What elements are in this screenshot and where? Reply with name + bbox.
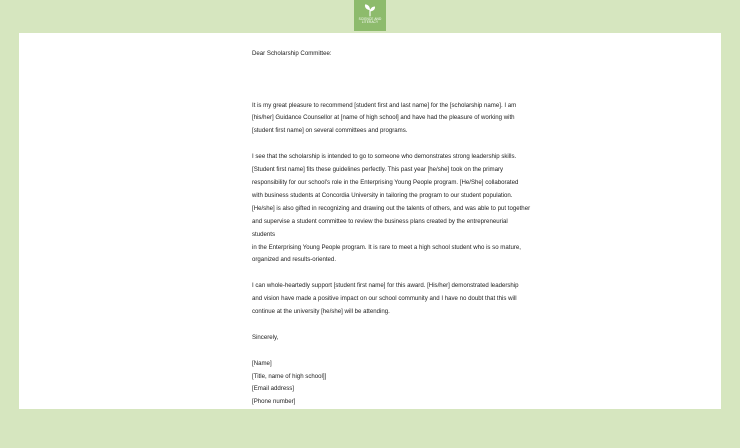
text-line: [his/her] Guidance Counsellor at [name of high school] and have had the pleasure of working with — [252, 114, 515, 122]
text-line: and vision have made a positive impact on our school community and I have no doubt that this will — [252, 295, 517, 303]
text-line: I can whole-heartedly support [student first name] for this award. [His/her] demonstrated leadership — [252, 282, 519, 290]
text-line: continue at the university [he/she] will be attending. — [252, 308, 390, 316]
paragraph-support — [252, 280, 562, 319]
text-line: It is my great pleasure to recommend [student first and last name] for the [scholarship name]. I am — [252, 101, 517, 109]
logo-tab[interactable] — [354, 0, 386, 31]
text-line: and supervise a student committee to review the business plans created by the entrepreneurial — [252, 217, 508, 225]
signature-block — [252, 358, 562, 410]
document-page — [19, 33, 721, 409]
text-line: [Student first name] fits these guidelines perfectly. This past year [he/she] took on the primary — [252, 166, 504, 174]
paragraph-intro — [252, 100, 562, 139]
signature-title: [Title, name of high school]] — [252, 372, 327, 380]
logo-text: SCIENCE AND LITERACY — [358, 17, 382, 25]
signature-email: [Email address] — [252, 385, 294, 393]
text-line: [He/she] is also gifted in recognizing and drawing out the talents of others, and was able to put together — [252, 204, 531, 212]
signature-phone: [Phone number] — [252, 398, 296, 406]
text-line: organized and results-oriented. — [252, 256, 337, 264]
closing: Sincerely, — [252, 333, 279, 341]
text-line: with business students at Concordia University in tailoring the program to our student population. — [252, 191, 513, 199]
letter-body — [252, 48, 562, 409]
text-line: students — [252, 230, 276, 238]
seedling-icon — [363, 3, 377, 17]
text-line: I see that the scholarship is intended to go to someone who demonstrates strong leadership skills. — [252, 153, 517, 161]
text-line: in the Enterprising Young People program. It is rare to meet a high school student who is so mature, — [252, 243, 521, 251]
paragraph-leadership — [252, 151, 562, 267]
salutation: Dear Scholarship Committee: — [252, 50, 332, 57]
signature-name: [Name] — [252, 359, 272, 367]
text-line: [student first name] on several committees and programs. — [252, 127, 408, 135]
text-line: responsibility for our school's role in the Enterprising Young People program. [He/She] collaborated — [252, 179, 519, 186]
